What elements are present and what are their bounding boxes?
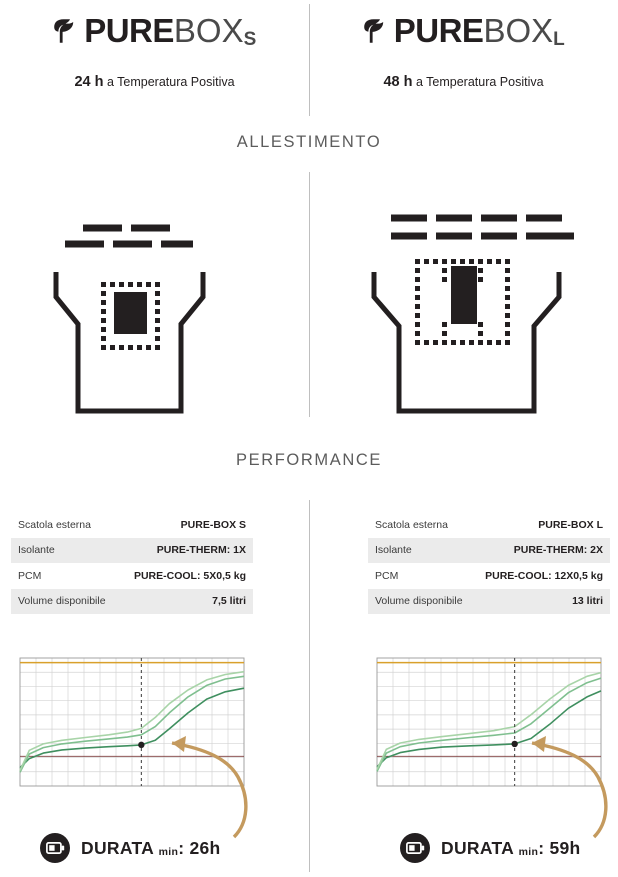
spec-key: Volume disponibile [375, 595, 463, 608]
battery-icon [40, 833, 70, 863]
table-row [368, 589, 610, 615]
durata-label: DURATA [441, 837, 514, 858]
brand-bold: PURE [393, 11, 484, 49]
spec-value: PURE-THERM: 2X [513, 544, 603, 557]
durata-text-s [81, 838, 221, 859]
battery-icon [400, 833, 430, 863]
table-row [11, 589, 253, 615]
spec-value: PURE-THERM: 1X [156, 544, 246, 557]
pure-box-s-diagram [0, 196, 309, 426]
spec-value: PURE-BOX L [538, 518, 603, 531]
brand-size-suffix: S [243, 28, 256, 50]
durata-text-l [441, 838, 581, 859]
table-row [11, 538, 253, 564]
performance-chart-l [368, 651, 610, 793]
spec-value: PURE-BOX S [180, 518, 246, 531]
durata-label: DURATA [81, 837, 154, 858]
brand-size-suffix: L [553, 28, 565, 50]
logo-row-s [0, 8, 309, 54]
column-divider-bottom [309, 500, 310, 872]
table-row [368, 512, 610, 538]
pure-box-l-diagram [309, 196, 618, 426]
spec-value: 13 litri [572, 595, 603, 608]
brand-title-l [393, 11, 565, 50]
spec-value: 7,5 litri [212, 595, 246, 608]
durata-value: : 59h [538, 837, 581, 858]
duration-line-s [0, 74, 309, 90]
spec-table-l [368, 512, 610, 614]
spec-value: PURE-COOL: 12X0,5 kg [485, 569, 603, 582]
spec-key: PCM [18, 569, 42, 582]
brand-light: BOX [173, 11, 244, 49]
spec-key: Scatola esterna [375, 518, 448, 531]
spec-key: Isolante [18, 544, 55, 557]
brand-light: BOX [483, 11, 554, 49]
durata-badge-s [40, 833, 221, 863]
duration-value-s: 24 h [74, 74, 104, 90]
section-title-performance: PERFORMANCE [236, 451, 382, 469]
spec-key: Volume disponibile [18, 595, 106, 608]
table-row [368, 538, 610, 564]
header-pure-box-s [0, 8, 309, 90]
leaf-icon [53, 18, 75, 44]
brand-title-s [84, 11, 256, 50]
logo-row-l [309, 8, 618, 54]
durata-badge-l [400, 833, 581, 863]
spec-key: PCM [375, 569, 399, 582]
durata-value: : 26h [178, 837, 221, 858]
table-row [368, 563, 610, 589]
spec-key: Isolante [375, 544, 412, 557]
table-row [11, 563, 253, 589]
table-row [11, 512, 253, 538]
durata-sub: min [518, 845, 539, 858]
duration-line-l [309, 74, 618, 90]
header-pure-box-l [309, 8, 618, 90]
leaf-icon [363, 18, 385, 44]
spec-key: Scatola esterna [18, 518, 91, 531]
duration-value-l: 48 h [383, 74, 413, 90]
durata-sub: min [158, 845, 179, 858]
spec-table-s [11, 512, 253, 614]
performance-chart-s [11, 651, 253, 793]
section-title-allestimento: ALLESTIMENTO [236, 133, 382, 151]
duration-label-l: a Temperatura Positiva [415, 75, 544, 89]
brand-bold: PURE [84, 11, 174, 49]
spec-value: PURE-COOL: 5X0,5 kg [133, 569, 246, 582]
duration-label-s: a Temperatura Positiva [106, 75, 235, 89]
